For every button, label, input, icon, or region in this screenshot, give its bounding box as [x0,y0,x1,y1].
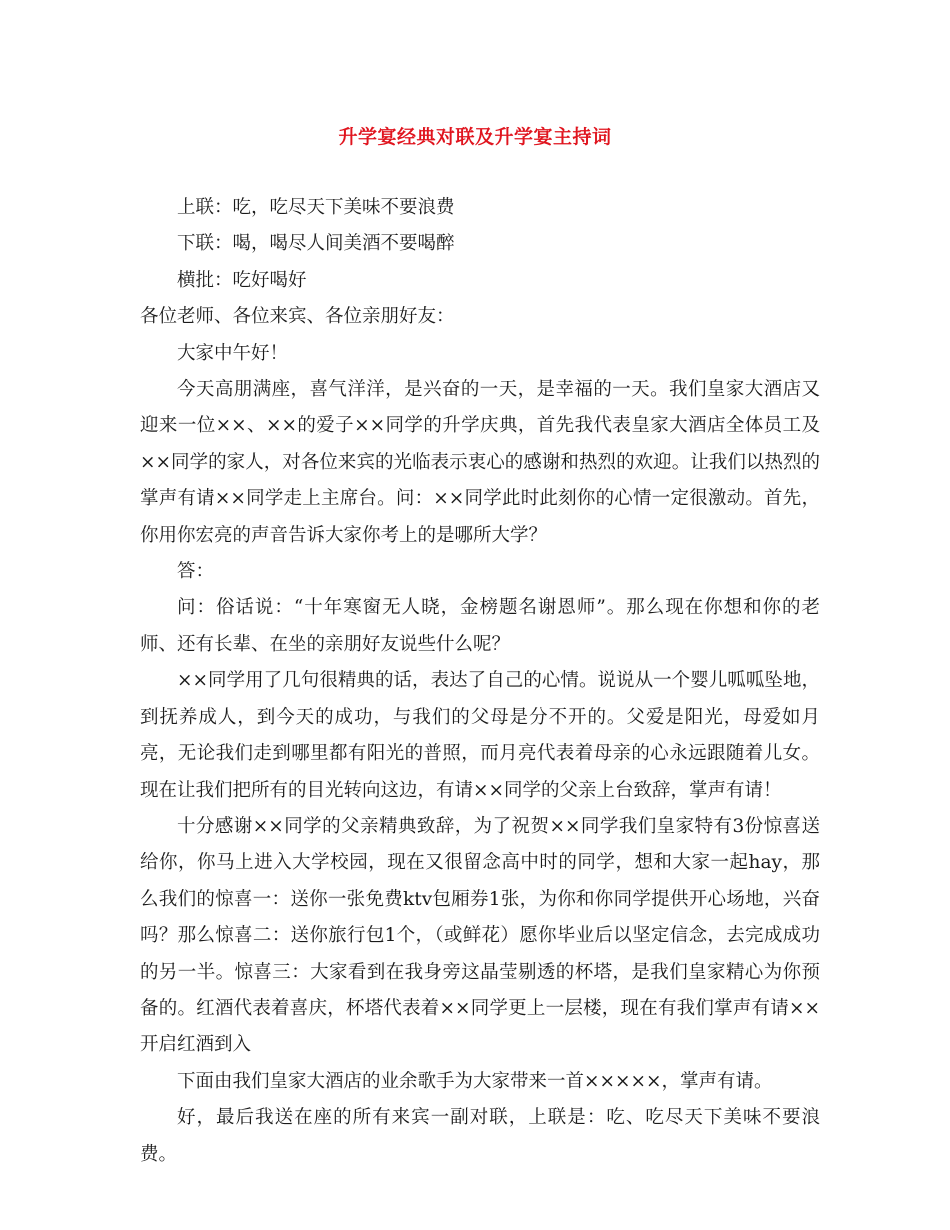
paragraph-singer: 下面由我们皇家大酒店的业余歌手为大家带来一首×××××，掌声有请。 [177,1070,773,1092]
couplet-upper: 上联：吃，吃尽天下美味不要浪费 [177,197,455,218]
paragraph-parents: ××同学用了几句很精典的话，表达了自己的心情。说说从一个婴儿呱呱坠地，到抚养成人，到今天的成功，与我们的父母是分不开的。父爱是阳光，母爱如月亮，无论我们走到哪里都有阳光的普照，而月亮代表着母亲的心永远跟随着儿女。现在让我们把所有的目光转向这边，有请××同学的父亲上台致辞，掌声有请！ [140,670,820,801]
document-title: 升学宴经典对联及升学宴主持词 [338,126,612,148]
paragraph-closing: 好，最后我送在座的所有来宾一副对联，上联是：吃、吃尽天下美味不要浪费。 [140,1107,820,1165]
document-body [140,190,820,1173]
salutation: 各位老师、各位来宾、各位亲朋好友： [140,306,455,328]
paragraph-opening: 今天高朋满座，喜气洋洋，是兴奋的一天，是幸福的一天。我们皇家大酒店又迎来一位××、××的爱子××同学的升学庆典，首先我代表皇家大酒店全体员工及××同学的家人，对各位来宾的光临表示衷心的感谢和热烈的欢迎。让我们以热烈的掌声有请××同学走上主席台。问：××同学此时此刻你的心情一定很激动。首先，你用你宏亮的声音告诉大家你考上的是哪所大学？ [140,379,820,546]
paragraph-question: 问：俗话说：“十年寒窗无人晓，金榜题名谢恩师”。那么现在你想和你的老师、还有长辈、在坐的亲朋好友说些什么呢？ [140,597,820,655]
paragraph-surprises: 十分感谢××同学的父亲精典致辞，为了祝贺××同学我们皇家特有3份惊喜送给你，你马上进入大学校园，现在又很留念高中时的同学，想和大家一起hay，那么我们的惊喜一：送你一张免费ktv包厢券1张，为你和你同学提供开心场地，兴奋吗？那么惊喜二：送你旅行包1个，（或鲜花）愿你毕业后以坚定信念，去完成成功的另一半。惊喜三：大家看到在我身旁这晶莹剔透的杯塔，是我们皇家精心为你预备的。红酒代表着喜庆，杯塔代表着××同学更上一层楼，现在有我们掌声有请××开启红酒到入 [140,815,820,1056]
couplet-horizontal: 横批：吃好喝好 [177,269,307,291]
couplet-lower: 下联：喝，喝尽人间美酒不要喝醉 [177,233,455,255]
paragraph-answer: 答： [177,561,215,583]
greeting: 大家中午好！ [177,342,289,364]
